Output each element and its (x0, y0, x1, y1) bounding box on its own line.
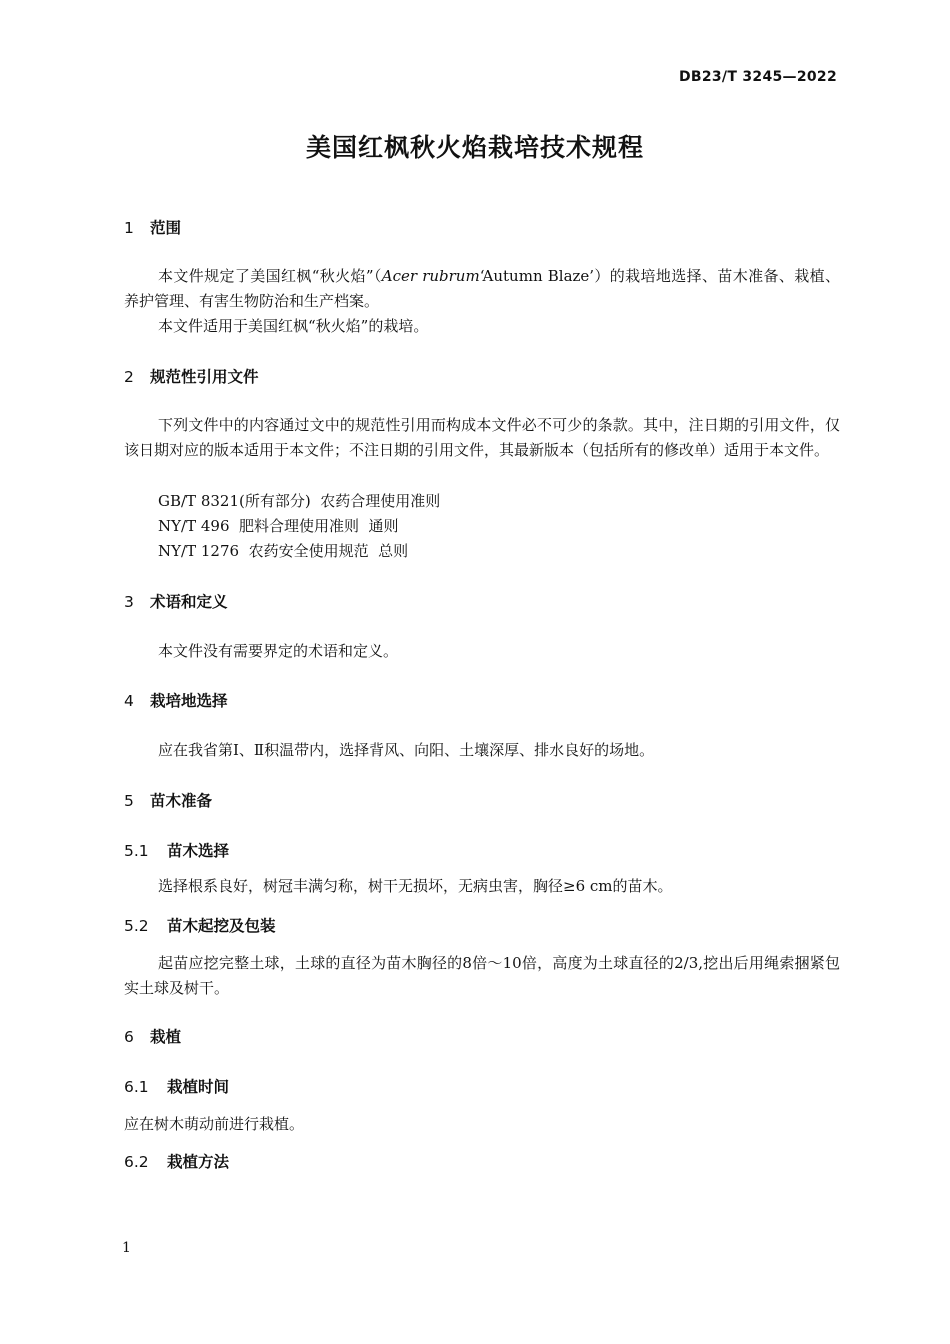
section-1-heading (124, 218, 181, 238)
section-number: 5 (124, 792, 134, 810)
section-number: 5.2 (124, 917, 149, 935)
section-title: 栽植方法 (167, 1153, 230, 1171)
reference-item: NY/T 1276 农药安全使用规范 总则 (158, 542, 409, 560)
section-5-1-heading (124, 841, 229, 861)
section-4-paragraph-1: 应在我省第Ⅰ、Ⅱ积温带内，选择背风、向阳、土壤深厚、排水良好的场地。 (158, 741, 655, 759)
section-6-2-heading (124, 1152, 229, 1172)
section-6-1-heading (124, 1077, 229, 1097)
reference-item: NY/T 496 肥料合理使用准则 通则 (158, 517, 399, 535)
section-2-paragraph-1: 下列文件中的内容通过文中的规范性引用而构成本文件必不可少的条款。其中，注日期的引用文件，仅该日期对应的版本适用于本文件；不注日期的引用文件，其最新版本（包括所有的修改单）适用于本文件。 (124, 416, 840, 459)
section-1-paragraph-2: 本文件适用于美国红枫“秋火焰”的栽培。 (158, 317, 429, 335)
section-title: 术语和定义 (150, 593, 228, 611)
section-4-heading (124, 691, 228, 711)
section-3-paragraph-1: 本文件没有需要界定的术语和定义。 (158, 642, 399, 660)
page-number: 1 (122, 1240, 131, 1256)
latin-name: Acer rubrum (381, 267, 480, 285)
section-5-1-paragraph-1: 选择根系良好，树冠丰满匀称，树干无损坏，无病虫害，胸径≥6 cm的苗木。 (158, 877, 673, 895)
section-number: 6.1 (124, 1078, 149, 1096)
section-5-2-paragraph-1: 起苗应挖完整土球，土球的直径为苗木胸径的8倍～10倍，高度为土球直径的2/3,挖出后用绳索捆紧包实土球及树干。 (124, 954, 840, 997)
section-number: 6.2 (124, 1153, 149, 1171)
section-title: 栽植 (150, 1028, 182, 1046)
section-6-heading (124, 1027, 181, 1047)
section-6-1-paragraph-1: 应在树木萌动前进行栽植。 (124, 1115, 305, 1133)
section-title: 栽植时间 (167, 1078, 230, 1096)
section-title: 苗木准备 (150, 792, 213, 810)
section-5-heading (124, 791, 212, 811)
text-span: 本文件规定了美国红枫“秋火焰”（ (158, 267, 382, 285)
section-title: 苗木起挖及包装 (167, 917, 276, 935)
text-span: ‘Autumn Blaze’）的栽培地选择、苗木准备、栽植、养护管理、有害生物防治和生产档案。 (124, 267, 840, 310)
section-3-heading (124, 592, 228, 612)
section-title: 苗木选择 (167, 842, 230, 860)
section-1-paragraph-1 (124, 264, 840, 314)
document-code: DB23/T 3245—2022 (678, 69, 837, 85)
section-number: 3 (124, 593, 134, 611)
section-title: 规范性引用文件 (150, 368, 259, 386)
section-number: 4 (124, 692, 134, 710)
reference-item: GB/T 8321(所有部分) 农药合理使用准则 (158, 492, 441, 510)
section-number: 6 (124, 1028, 134, 1046)
document-title: 美国红枫秋火焰栽培技术规程 (305, 133, 644, 162)
section-5-2-heading (124, 916, 276, 936)
section-number: 1 (124, 219, 134, 237)
section-2-heading (124, 367, 259, 387)
section-number: 2 (124, 368, 134, 386)
section-number: 5.1 (124, 842, 149, 860)
section-title: 栽培地选择 (150, 692, 228, 710)
section-title: 范围 (150, 219, 182, 237)
